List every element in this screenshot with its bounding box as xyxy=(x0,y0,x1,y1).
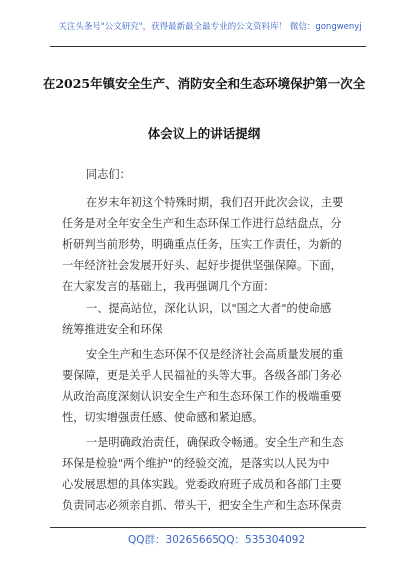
body-line: 一年经济社会发展开好头、起好步提供坚强保障。下面， xyxy=(62,259,342,272)
body-line: 环保是检验"两个维护"的经验交流，是落实以人民为中 xyxy=(62,457,330,470)
body-line: 心发展思想的具体实践。党委政府班子成员和各部门主要 xyxy=(62,478,342,491)
body-line: 析研判当前形势，明确重点任务，压实工作责任，为新的 xyxy=(62,238,342,251)
body-line: 要保障，更是关乎人民福祉的头等大事。各级各部门务必 xyxy=(62,369,342,382)
header-divider xyxy=(50,46,366,47)
body-line: 在岁末年初这个特殊时期，我们召开此次会议，主要 xyxy=(86,196,344,209)
body-line: 一是明确政治责任，确保政令畅通。安全生产和生态 xyxy=(86,436,344,449)
body-line: 从政治高度深刻认识安全生产和生态环保工作的极端重要 xyxy=(62,390,342,403)
section-heading-line: 一、提高站位，深化认识，以"国之大者"的使命感 xyxy=(86,302,332,315)
body-line: 在大家发言的基础上，我再强调几个方面： xyxy=(62,280,275,293)
footer-divider xyxy=(50,527,366,528)
footer-qq-group: QQ群：30265665 xyxy=(128,534,219,546)
section-heading-line: 统筹推进安全和环保 xyxy=(62,323,163,336)
header-banner: 关注头条号"公文研究"，获得最新最全最专业的公文资料库！ 微信：gongwenyj xyxy=(58,22,362,32)
document-title-line-2: 体会议上的讲话提纲 xyxy=(147,126,261,141)
footer-qq-contact: QQ：535304092 xyxy=(218,534,306,546)
document-title-line-1: 在2025年镇安全生产、消防安全和生态环境保护第一次全 xyxy=(42,76,366,91)
body-line: 负责同志必须亲自抓、带头干，把安全生产和生态环保责 xyxy=(62,499,342,512)
body-line: 任务是对全年安全生产和生态环保工作进行总结盘点，分 xyxy=(62,217,342,230)
salutation: 同志们： xyxy=(86,168,131,181)
body-line: 安全生产和生态环保不仅是经济社会高质量发展的重 xyxy=(86,348,344,361)
body-line: 性，切实增强责任感、使命感和紧迫感。 xyxy=(62,411,264,424)
